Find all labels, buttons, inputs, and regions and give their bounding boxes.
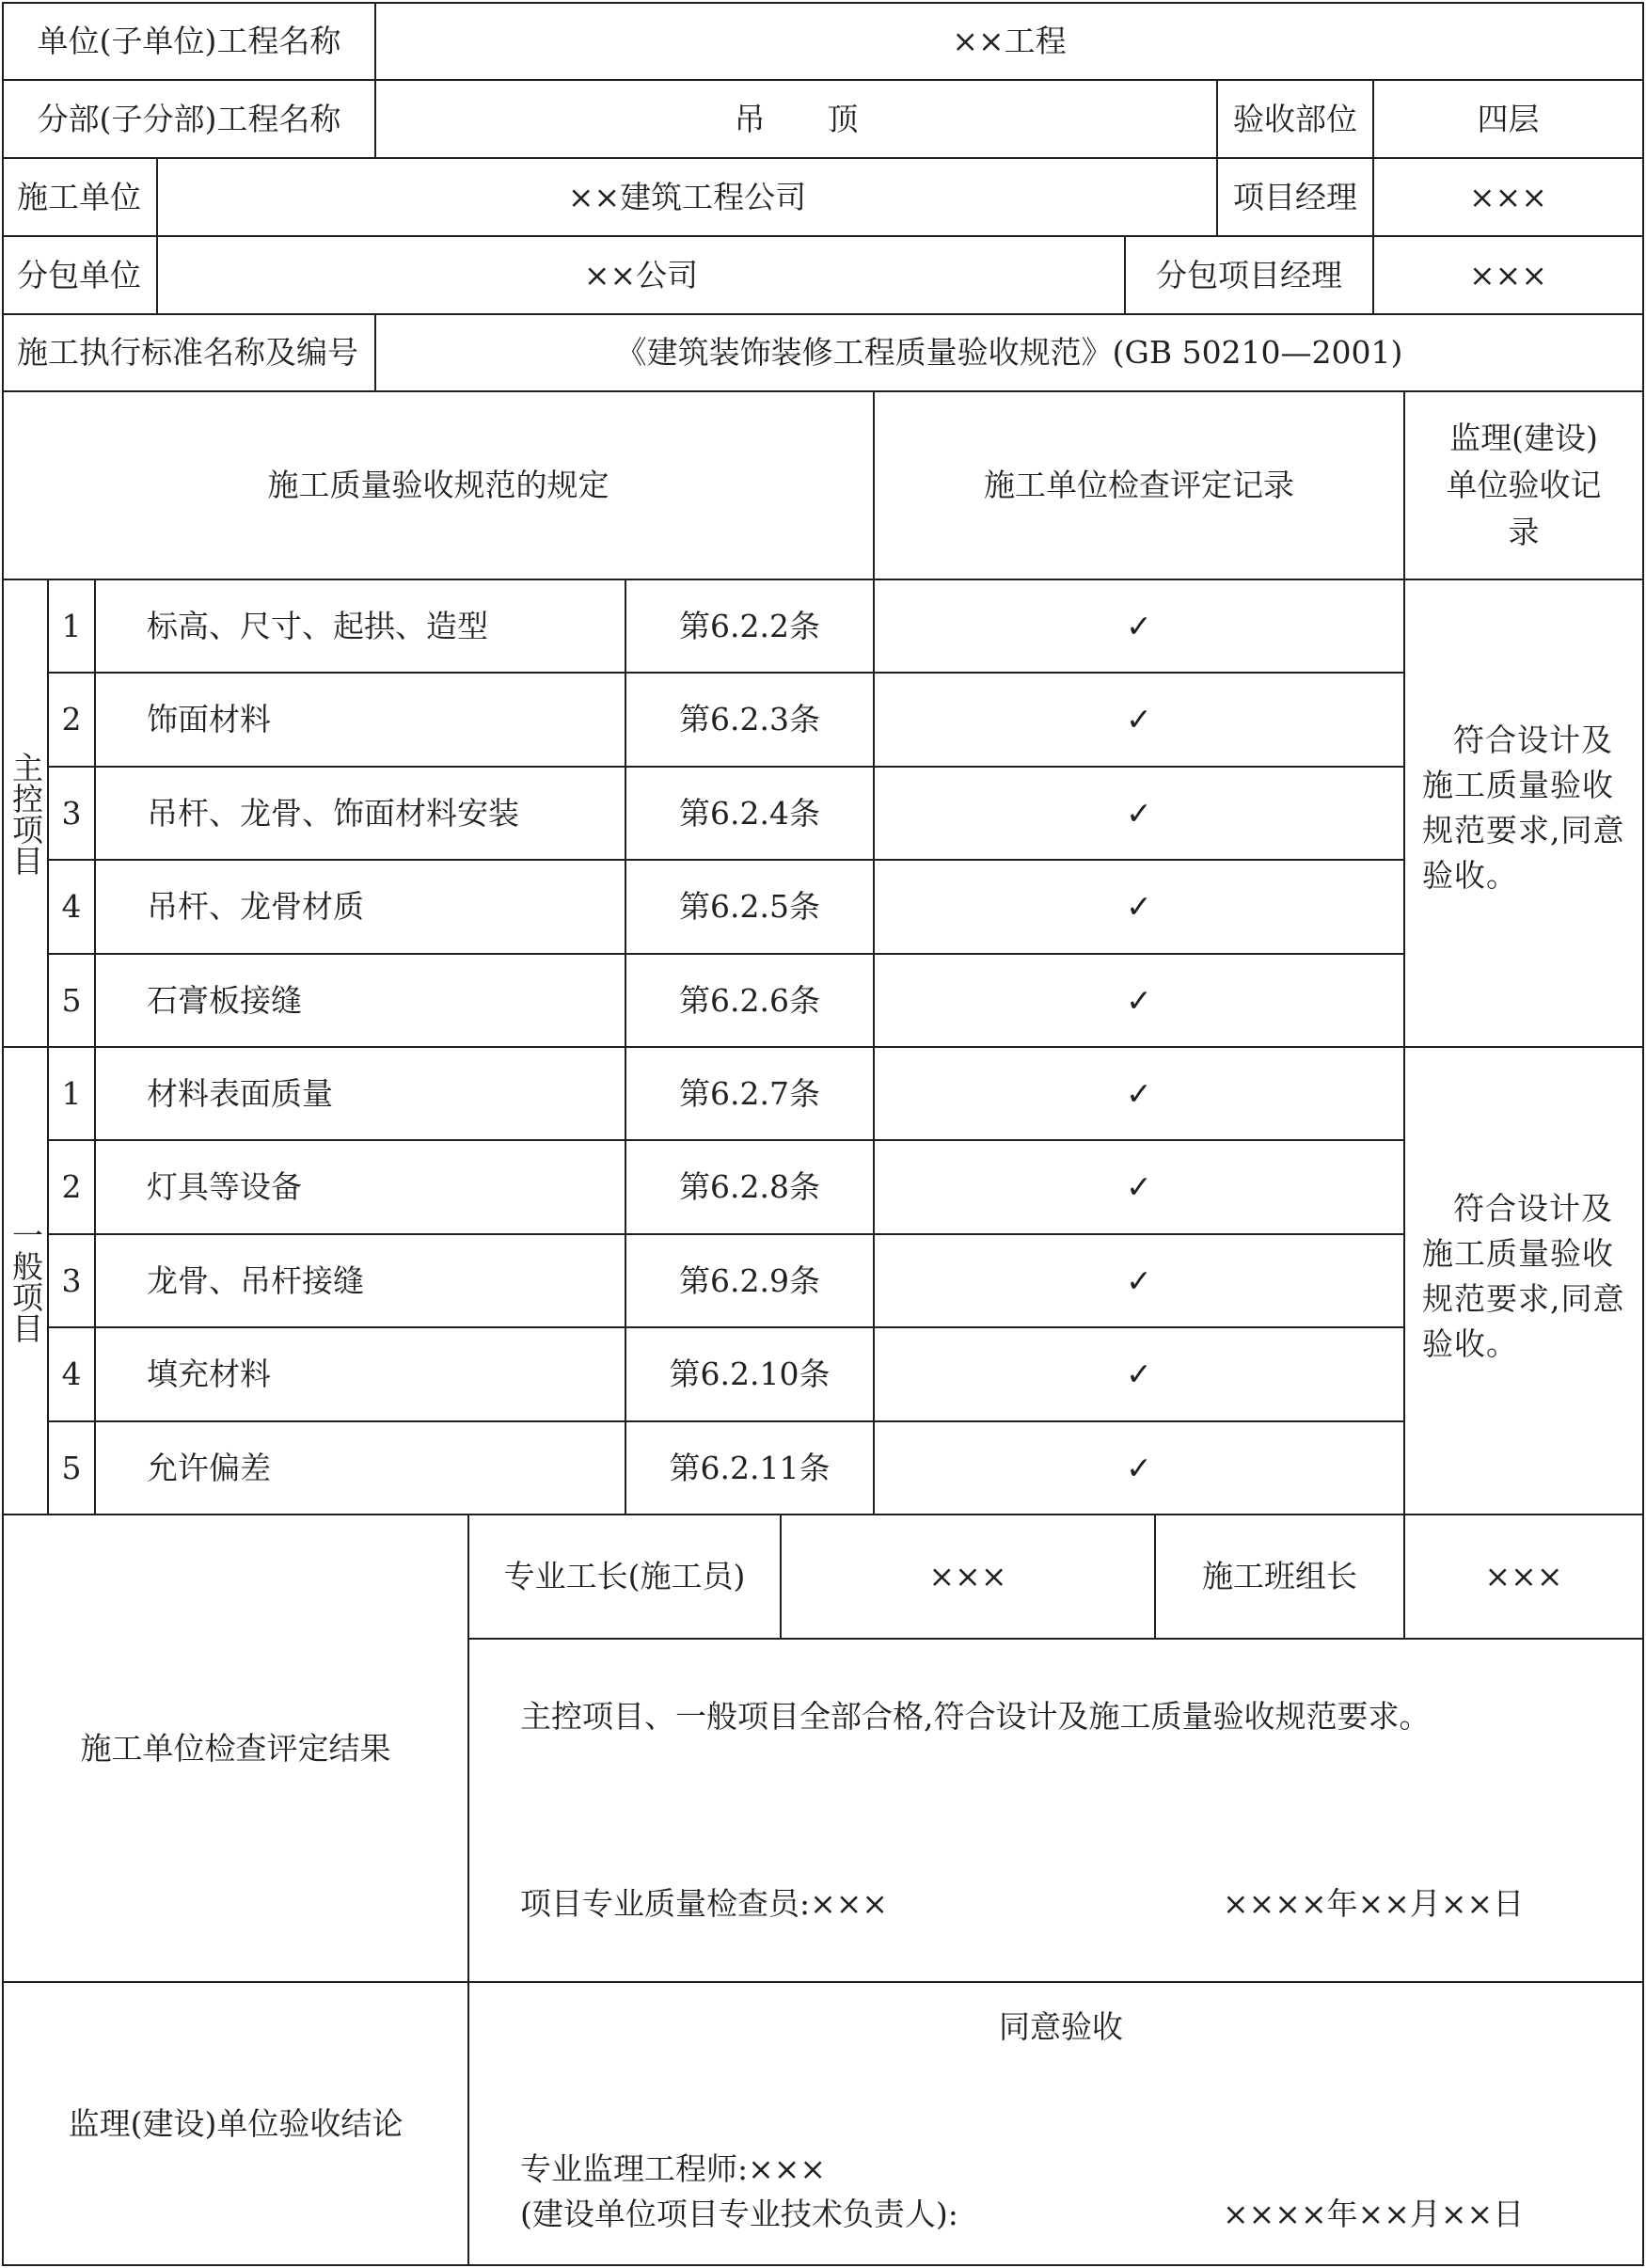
check-mark: ✓ xyxy=(1126,1449,1152,1486)
rule xyxy=(94,579,96,1515)
owner-representative: (建设单位项目专业技术负责人): xyxy=(520,2196,958,2232)
subcontractor-label: 分包单位 xyxy=(17,256,141,293)
row-number: 1 xyxy=(61,607,82,644)
check-mark: ✓ xyxy=(1126,888,1152,926)
conclusion-date: ××××年××月××日 xyxy=(1223,2196,1525,2232)
clause-ref: 第6.2.7条 xyxy=(679,1074,820,1112)
clause-ref: 第6.2.2条 xyxy=(679,607,820,644)
team-leader-value: ××× xyxy=(1484,1558,1563,1595)
project-manager-value: ××× xyxy=(1469,178,1547,215)
item-name: 吊杆、龙骨材质 xyxy=(147,888,364,926)
inspection-part-value: 四层 xyxy=(1477,100,1540,137)
item-name: 材料表面质量 xyxy=(147,1074,333,1112)
check-mark: ✓ xyxy=(1126,981,1152,1019)
clause-ref: 第6.2.9条 xyxy=(679,1261,820,1299)
row-number: 4 xyxy=(61,888,82,926)
item-name: 允许偏差 xyxy=(147,1449,271,1486)
quality-inspector: 项目专业质量检查员:××× xyxy=(520,1885,889,1922)
check-mark: ✓ xyxy=(1126,1261,1152,1299)
supervision-column-header: 监理(建设)单位验收记录 xyxy=(1446,420,1602,550)
border-bottom xyxy=(2,2264,1644,2266)
row-number: 4 xyxy=(61,1356,82,1393)
result-label: 施工单位检查评定结果 xyxy=(80,1729,391,1767)
item-name: 饰面材料 xyxy=(147,701,271,738)
row-number: 1 xyxy=(61,1074,82,1112)
rule xyxy=(1403,390,1405,1515)
row-number: 2 xyxy=(61,1168,82,1206)
conclusion-text: 同意验收 xyxy=(999,2008,1123,2045)
inspection-part-label: 验收部位 xyxy=(1233,100,1357,137)
main-items-supervision-note: 符合设计及施工质量验收规范要求,同意验收。 xyxy=(1422,722,1625,894)
check-mark: ✓ xyxy=(1126,1074,1152,1112)
sub-manager-value: ××× xyxy=(1469,256,1547,293)
row-number: 5 xyxy=(61,1449,82,1486)
sub-project-label: 分部(子分部)工程名称 xyxy=(37,100,341,137)
row-number: 5 xyxy=(61,981,82,1019)
row-number: 3 xyxy=(61,1261,82,1299)
clause-ref: 第6.2.4条 xyxy=(679,794,820,832)
item-name: 石膏板接缝 xyxy=(147,981,302,1019)
unit-project-value: ××工程 xyxy=(952,23,1067,60)
clause-ref: 第6.2.6条 xyxy=(679,981,820,1019)
foreman-label: 专业工长(施工员) xyxy=(503,1558,746,1595)
subcontractor-value: ××公司 xyxy=(583,256,699,293)
clause-ref: 第6.2.5条 xyxy=(679,888,820,926)
spec-column-header: 施工质量验收规范的规定 xyxy=(267,467,609,504)
item-name: 吊杆、龙骨、饰面材料安装 xyxy=(147,794,519,832)
border-right xyxy=(1642,2,1644,2266)
construction-unit-label: 施工单位 xyxy=(17,178,141,215)
item-name: 龙骨、吊杆接缝 xyxy=(147,1261,364,1299)
row-number: 3 xyxy=(61,794,82,832)
item-name: 标高、尺寸、起拱、造型 xyxy=(147,607,488,644)
conclusion-label: 监理(建设)单位验收结论 xyxy=(68,2104,404,2142)
team-leader-label: 施工班组长 xyxy=(1202,1558,1357,1595)
sub-project-value: 吊 顶 xyxy=(734,100,859,137)
unit-project-label: 单位(子单位)工程名称 xyxy=(37,23,341,60)
rule xyxy=(467,1638,1644,1640)
item-name: 填充材料 xyxy=(147,1356,271,1393)
check-mark: ✓ xyxy=(1126,607,1152,644)
clause-ref: 第6.2.3条 xyxy=(679,701,820,738)
general-items-label: 一般项目 xyxy=(8,1218,44,1343)
check-mark: ✓ xyxy=(1126,701,1152,738)
clause-ref: 第6.2.11条 xyxy=(669,1449,831,1486)
general-items-supervision-note: 符合设计及施工质量验收规范要求,同意验收。 xyxy=(1422,1190,1625,1362)
item-name: 灯具等设备 xyxy=(147,1168,302,1206)
row-number: 2 xyxy=(61,701,82,738)
check-mark: ✓ xyxy=(1126,1168,1152,1206)
clause-ref: 第6.2.10条 xyxy=(669,1356,831,1393)
result-text: 主控项目、一般项目全部合格,符合设计及施工质量验收规范要求。 xyxy=(520,1698,1431,1735)
foreman-value: ××× xyxy=(928,1558,1007,1595)
construction-unit-value: ××建筑工程公司 xyxy=(567,178,807,215)
check-mark: ✓ xyxy=(1126,794,1152,832)
standard-value: 《建筑装饰装修工程质量验收规范》(GB 50210—2001) xyxy=(615,334,1403,372)
project-manager-label: 项目经理 xyxy=(1233,178,1357,215)
standard-label: 施工执行标准名称及编号 xyxy=(17,334,358,372)
record-column-header: 施工单位检查评定记录 xyxy=(984,467,1294,504)
check-mark: ✓ xyxy=(1126,1356,1152,1393)
main-items-label: 主控项目 xyxy=(8,751,44,876)
clause-ref: 第6.2.8条 xyxy=(679,1168,820,1206)
sub-manager-label: 分包项目经理 xyxy=(1156,256,1342,293)
result-date: ××××年××月××日 xyxy=(1223,1885,1525,1922)
supervising-engineer: 专业监理工程师:××× xyxy=(520,2150,827,2187)
